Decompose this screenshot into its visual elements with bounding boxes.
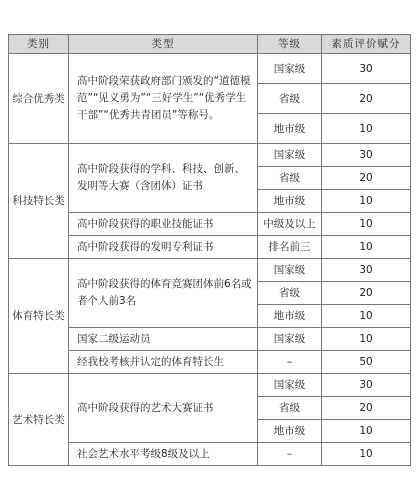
type-cell: 高中阶段获得的发明专利证书 — [69, 236, 258, 259]
level-cell: – — [258, 443, 322, 466]
type-cell: 高中阶段荣获政府部门颁发的“道德模范”“见义勇为”“三好学生”“优秀学生干部”“优秀共青团员”等称号。 — [69, 54, 258, 144]
score-cell: 10 — [322, 190, 411, 213]
type-cell: 国家二级运动员 — [69, 328, 258, 351]
score-cell: 10 — [322, 114, 411, 144]
score-cell: 30 — [322, 54, 411, 84]
header-level: 等级 — [258, 35, 322, 54]
level-cell: 排名前三 — [258, 236, 322, 259]
level-cell: 省级 — [258, 84, 322, 114]
level-cell: 地市级 — [258, 114, 322, 144]
level-cell: 国家级 — [258, 259, 322, 282]
level-cell: 省级 — [258, 397, 322, 420]
score-cell: 10 — [322, 328, 411, 351]
table-row — [9, 144, 411, 167]
table-row — [9, 443, 411, 466]
score-cell: 20 — [322, 167, 411, 190]
category-cell: 综合优秀类 — [9, 54, 69, 144]
score-cell: 10 — [322, 305, 411, 328]
level-cell: 国家级 — [258, 328, 322, 351]
table-row — [9, 374, 411, 397]
score-cell: 30 — [322, 144, 411, 167]
score-cell: 20 — [322, 397, 411, 420]
type-cell: 高中阶段获得的艺术大赛证书 — [69, 374, 258, 443]
level-cell: 国家级 — [258, 374, 322, 397]
level-cell: 中级及以上 — [258, 213, 322, 236]
header-category: 类别 — [9, 35, 69, 54]
score-cell: 20 — [322, 84, 411, 114]
score-cell: 10 — [322, 420, 411, 443]
type-cell: 高中阶段获得的体育竞赛团体前6名或者个人前3名 — [69, 259, 258, 328]
type-cell: 高中阶段获得的职业技能证书 — [69, 213, 258, 236]
level-cell: 地市级 — [258, 305, 322, 328]
category-cell: 体育特长类 — [9, 259, 69, 374]
score-cell: 10 — [322, 213, 411, 236]
type-cell: 经我校考核并认定的体育特长生 — [69, 351, 258, 374]
table-header-row — [9, 35, 411, 54]
table-row — [9, 328, 411, 351]
level-cell: 省级 — [258, 282, 322, 305]
level-cell: 地市级 — [258, 420, 322, 443]
score-cell: 10 — [322, 443, 411, 466]
score-cell: 10 — [322, 236, 411, 259]
table-row — [9, 213, 411, 236]
header-type: 类型 — [69, 35, 258, 54]
type-cell: 高中阶段获得的学科、科技、创新、发明等大赛（含团体）证书 — [69, 144, 258, 213]
level-cell: – — [258, 351, 322, 374]
table-row — [9, 236, 411, 259]
table-row — [9, 259, 411, 282]
level-cell: 国家级 — [258, 54, 322, 84]
level-cell: 地市级 — [258, 190, 322, 213]
table-row — [9, 351, 411, 374]
level-cell: 国家级 — [258, 144, 322, 167]
type-cell: 社会艺术水平考级8级及以上 — [69, 443, 258, 466]
score-cell: 50 — [322, 351, 411, 374]
score-cell: 30 — [322, 374, 411, 397]
level-cell: 省级 — [258, 167, 322, 190]
category-cell: 科技特长类 — [9, 144, 69, 259]
table-row — [9, 54, 411, 84]
score-cell: 20 — [322, 282, 411, 305]
score-table — [8, 34, 411, 466]
score-cell: 30 — [322, 259, 411, 282]
header-score: 素质评价赋分 — [322, 35, 411, 54]
category-cell: 艺术特长类 — [9, 374, 69, 466]
